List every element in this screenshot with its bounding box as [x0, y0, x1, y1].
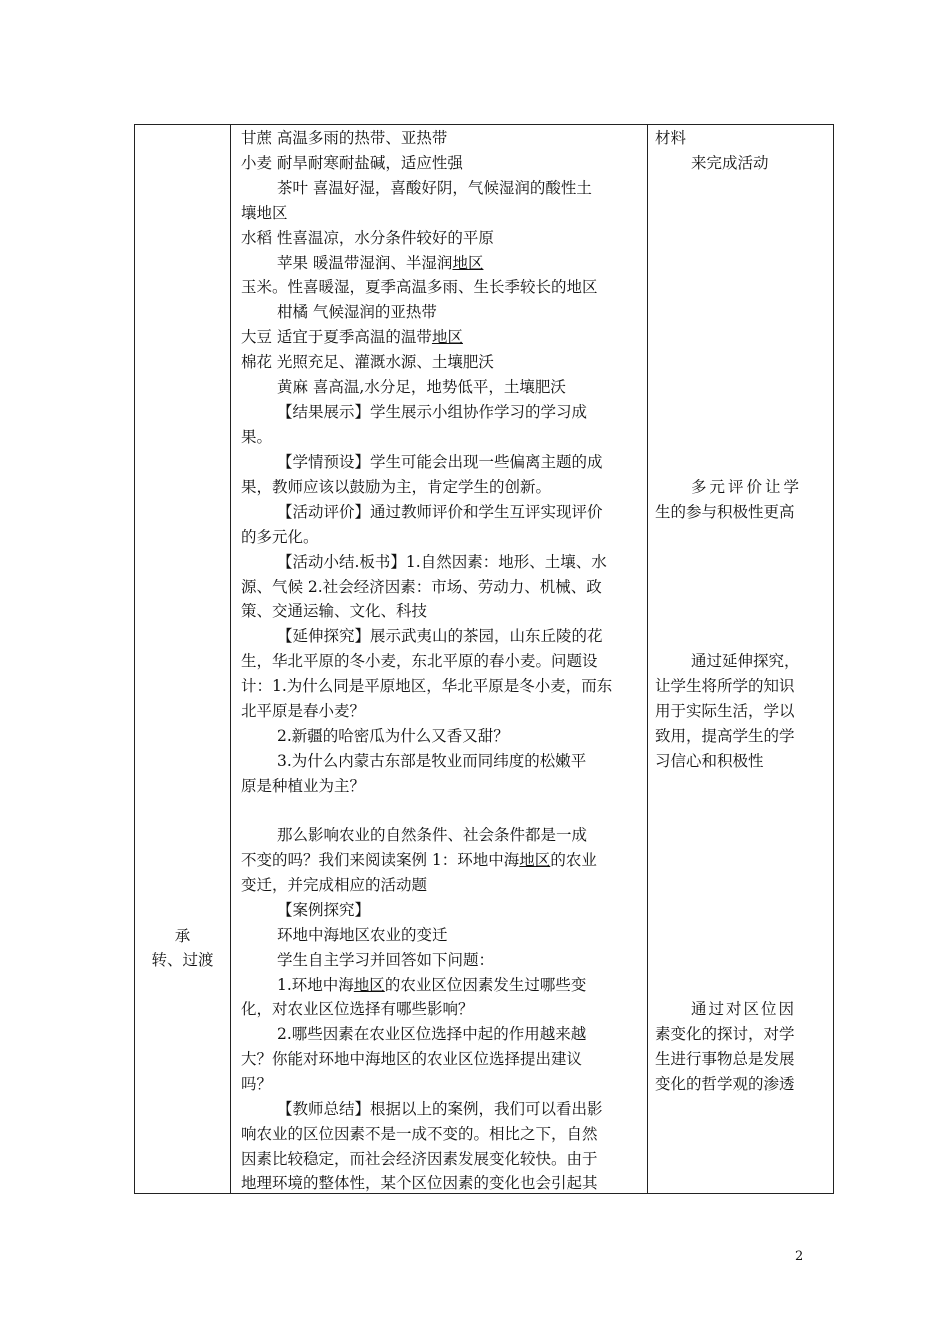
content-line: 2.新疆的哈密瓜为什么又香又甜？: [277, 727, 509, 745]
note-line: 致用，提高学生的学: [655, 727, 795, 745]
page-number: 2: [795, 1249, 804, 1264]
content-line: 果，教师应该以鼓励为主，肯定学生的创新。: [241, 478, 552, 496]
content-line: 壤地区: [241, 204, 288, 222]
content-line: 玉米。性喜暖湿，夏季高温多雨、生长季较长的地区: [241, 278, 598, 296]
content-line: 学生自主学习并回答如下问题：: [277, 951, 495, 969]
note-line: 用于实际生活，学以: [655, 702, 795, 720]
note-line: 生的参与积极性更高: [655, 503, 795, 521]
content-line: 地理环境的整体性，某个区位因素的变化也会引起其: [241, 1174, 598, 1192]
content-line: 北平原是春小麦？: [241, 702, 366, 720]
underlined-text: 地区: [452, 254, 484, 272]
content-line: 【案例探究】: [277, 901, 371, 919]
content-text: 的农业区位因素发生过哪些变: [384, 976, 587, 994]
underlined-text: 地区: [519, 851, 551, 869]
content-line: 果。: [241, 428, 273, 446]
note-line: 素变化的探讨，对学: [655, 1025, 795, 1043]
content-text: 大豆 适宜于夏季高温的温带: [241, 328, 432, 346]
content-line: 【延伸探究】展示武夷山的茶园，山东丘陵的花: [277, 627, 603, 645]
note-line: 让学生将所学的知识: [655, 677, 795, 695]
note-line: 通过对区位因: [691, 1000, 797, 1018]
note-line: 来完成活动: [691, 154, 769, 172]
content-line: 因素比较稳定，而社会经济因素发展变化较快。由于: [241, 1150, 598, 1168]
content-line: 【活动小结.板书】1.自然因素：地形、土壤、水: [277, 553, 607, 571]
note-line: 通过延伸探究，: [691, 652, 800, 670]
content-line: [277, 975, 586, 995]
note-line: 生进行事物总是发展: [655, 1050, 795, 1068]
content-line: 3.为什么内蒙古东部是牧业而同纬度的松嫩平: [277, 752, 587, 770]
note-line: 多元评价让学: [691, 478, 803, 496]
content-line: 变迁，并完成相应的活动题: [241, 876, 428, 894]
content-line: 环地中海地区农业的变迁: [277, 926, 448, 944]
column-divider-2: [647, 125, 648, 1193]
content-line: [241, 327, 463, 347]
content-line: 棉花 光照充足、灌溉水源、土壤肥沃: [241, 353, 494, 371]
content-line: 水稻 性喜温凉，水分条件较好的平原: [241, 229, 494, 247]
content-line: 策、交通运输、文化、科技: [241, 602, 428, 620]
content-line: 小麦 耐旱耐寒耐盐碱，适应性强: [241, 154, 463, 172]
content-line: 大？你能对环地中海地区的农业区位选择提出建议: [241, 1050, 583, 1068]
content-line: [277, 253, 483, 273]
content-text: 1.环地中海: [277, 976, 354, 994]
content-line: 生，华北平原的冬小麦，东北平原的春小麦。问题设: [241, 652, 598, 670]
content-line: 那么影响农业的自然条件、社会条件都是一成: [277, 826, 588, 844]
content-text: 的农业: [550, 851, 597, 869]
stage-label-2: 转、过渡: [151, 951, 214, 969]
note-line: 变化的哲学观的渗透: [655, 1075, 795, 1093]
content-line: [241, 850, 597, 870]
stage-label-1: 承: [174, 927, 191, 945]
content-line: 源、气候 2.社会经济因素：市场、劳动力、机械、政: [241, 578, 602, 596]
underlined-text: 地区: [431, 328, 463, 346]
content-line: 2.哪些因素在农业区位选择中起的作用越来越: [277, 1025, 587, 1043]
column-divider-1: [230, 125, 231, 1193]
content-line: 计：1.为什么同是平原地区，华北平原是冬小麦，而东: [241, 677, 613, 695]
content-line: 【结果展示】学生展示小组协作学习的学习成: [277, 403, 588, 421]
content-line: 化，对农业区位选择有哪些影响？: [241, 1000, 474, 1018]
content-line: 柑橘 气候湿润的亚热带: [277, 303, 437, 321]
content-line: 的多元化。: [241, 528, 319, 546]
content-line: 黄麻 喜高温,水分足，地势低平，土壤肥沃: [277, 378, 566, 396]
note-line: 习信心和积极性: [655, 752, 764, 770]
content-line: 【学情预设】学生可能会出现一些偏离主题的成: [277, 453, 603, 471]
note-line: 材料: [655, 129, 687, 147]
content-line: 茶叶 喜温好湿，喜酸好阴，气候湿润的酸性土: [277, 179, 592, 197]
content-line: 甘蔗 高温多雨的热带、亚热带: [241, 129, 448, 147]
content-line: 响农业的区位因素不是一成不变的。相比之下，自然: [241, 1125, 598, 1143]
content-line: 【活动评价】通过教师评价和学生互评实现评价: [277, 503, 603, 521]
lesson-plan-table: [134, 124, 834, 1194]
content-text: 苹果 暖温带湿润、半湿润: [277, 254, 453, 272]
underlined-text: 地区: [353, 976, 385, 994]
content-line: 吗？: [241, 1075, 273, 1093]
content-line: 【教师总结】根据以上的案例，我们可以看出影: [277, 1100, 603, 1118]
content-text: 不变的吗？我们来阅读案例 1：环地中海: [241, 851, 520, 869]
content-line: 原是种植业为主？: [241, 777, 366, 795]
